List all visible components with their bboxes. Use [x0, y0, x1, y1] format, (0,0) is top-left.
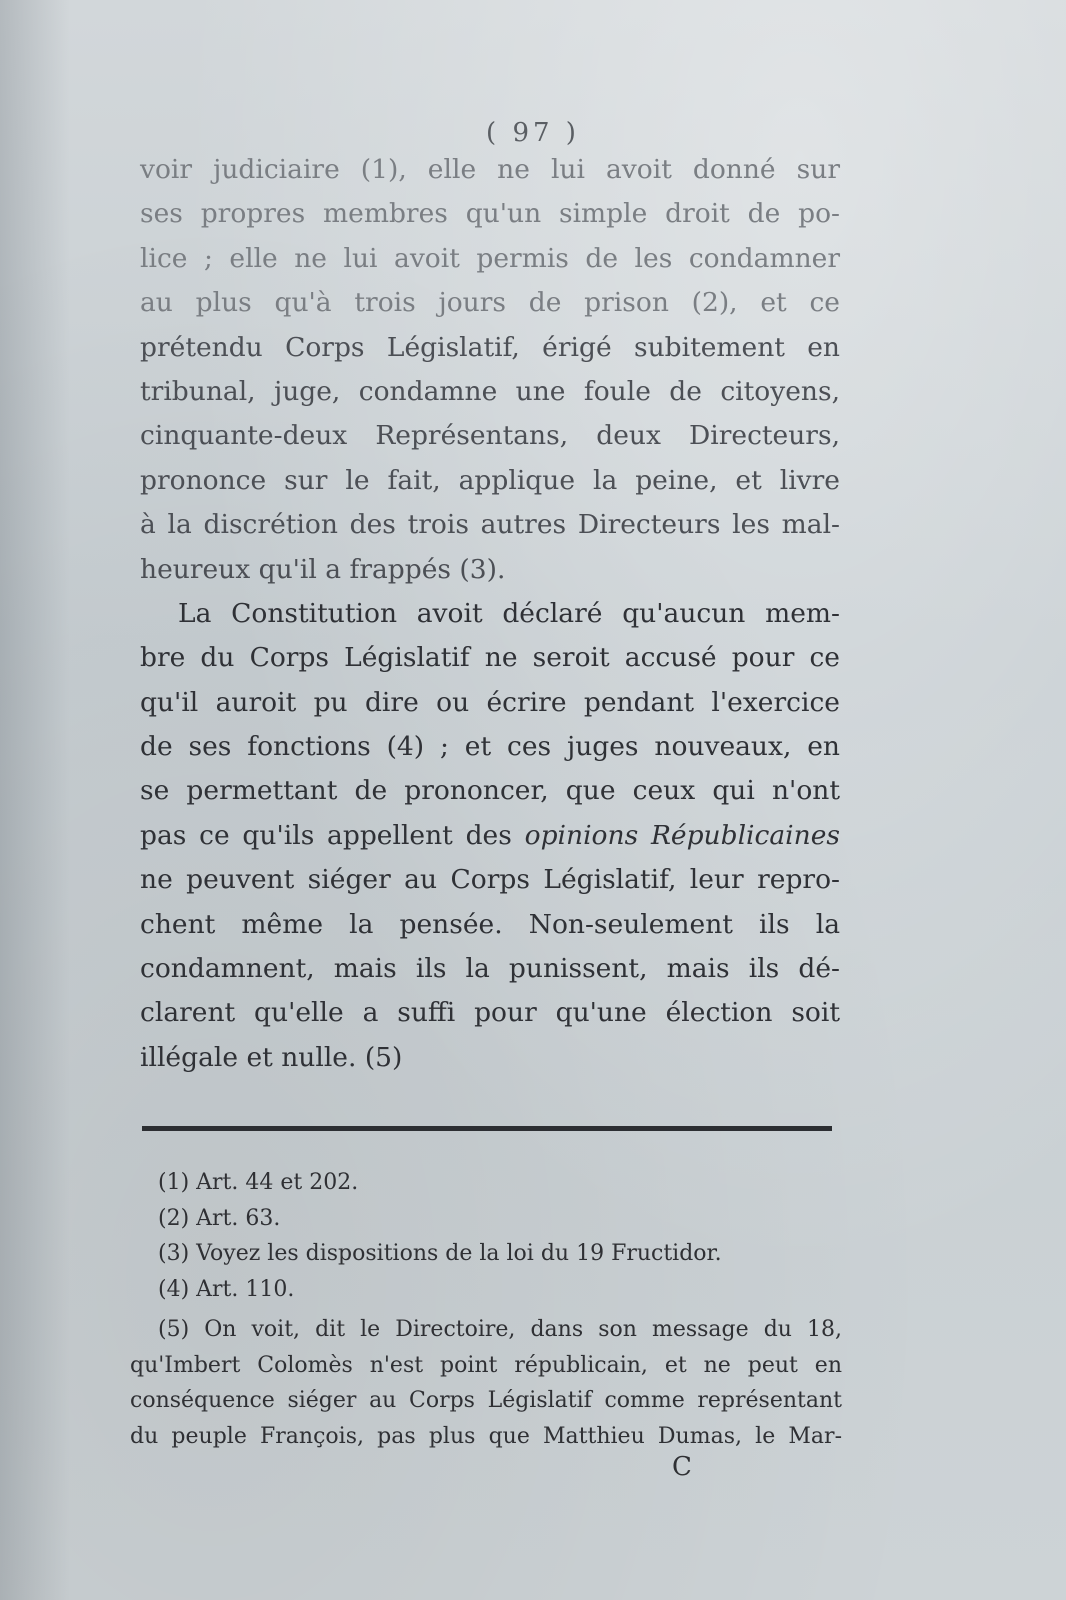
text-line: bre du Corps Législatif ne seroit accusé pour ce — [140, 642, 840, 674]
footnote-5 — [130, 1312, 842, 1454]
signature-mark: C — [672, 1452, 692, 1482]
text-line-italic-phrase — [140, 814, 840, 858]
text-line: prétendu Corps Législatif, érigé subitement en — [140, 331, 840, 363]
footnote-line: conséquence siéger au Corps Législatif comme représentant — [130, 1388, 842, 1413]
text-line: condamnent, mais ils la punissent, mais ils dé- — [140, 953, 840, 985]
text-line: voir judiciaire (1), elle ne lui avoit donné sur — [140, 154, 840, 185]
text-line: au plus qu'à trois jours de prison (2), et ce — [140, 287, 840, 319]
main-text — [140, 148, 840, 1080]
footnotes — [158, 1165, 848, 1307]
text-line: chent même la pensée. Non-seulement ils la — [140, 908, 840, 940]
footnote-line: du peuple François, pas plus que Matthieu Dumas, le Mar- — [130, 1423, 842, 1449]
text-line: ses propres membres qu'un simple droit de po- — [140, 198, 840, 230]
line-prefix: pas ce qu'ils appellent des — [140, 819, 512, 851]
text-line: cinquante-deux Représentans, deux Directeurs, — [140, 420, 840, 452]
paragraph-start-line: La Constitution avoit déclaré qu'aucun mem- — [178, 597, 840, 629]
italic-phrase: opinions Républicaines — [524, 819, 840, 851]
footnote: (3) Voyez les dispositions de la loi du 19 Fructidor. — [158, 1241, 722, 1266]
text-line: qu'il auroit pu dire ou écrire pendant l'exercice — [140, 686, 840, 718]
text-line: de ses fonctions (4) ; et ces juges nouveaux, en — [140, 731, 840, 763]
text-line: prononce sur le fait, applique la peine, et livre — [140, 464, 840, 496]
text-line: ne peuvent siéger au Corps Législatif, leur repro- — [140, 864, 840, 896]
footnote: (2) Art. 63. — [158, 1205, 281, 1231]
text-line: se permettant de prononcer, que ceux qui n'ont — [140, 775, 840, 807]
text-line: lice ; elle ne lui avoit permis de les condamner — [140, 242, 840, 274]
page-number: ( 97 ) — [486, 118, 580, 148]
footnote-rule — [142, 1126, 832, 1131]
text-line: heureux qu'il a frappés (3). — [140, 553, 506, 585]
text-line: tribunal, juge, condamne une foule de citoyens, — [140, 375, 840, 407]
footnote: (1) Art. 44 et 202. — [158, 1170, 359, 1195]
text-line: à la discrétion des trois autres Directeurs les mal- — [140, 509, 840, 541]
text-line: clarent qu'elle a suffi pour qu'une élection soit — [140, 997, 840, 1029]
footnote: (4) Art. 110. — [158, 1276, 295, 1302]
footnote-line: (5) On voit, dit le Directoire, dans son message du 18, — [158, 1317, 842, 1342]
text-line: illégale et nulle. (5) — [140, 1041, 403, 1073]
footnote-line: qu'Imbert Colomès n'est point républicain, et ne peut en — [130, 1352, 842, 1378]
page-edge-shadow — [0, 0, 70, 1600]
